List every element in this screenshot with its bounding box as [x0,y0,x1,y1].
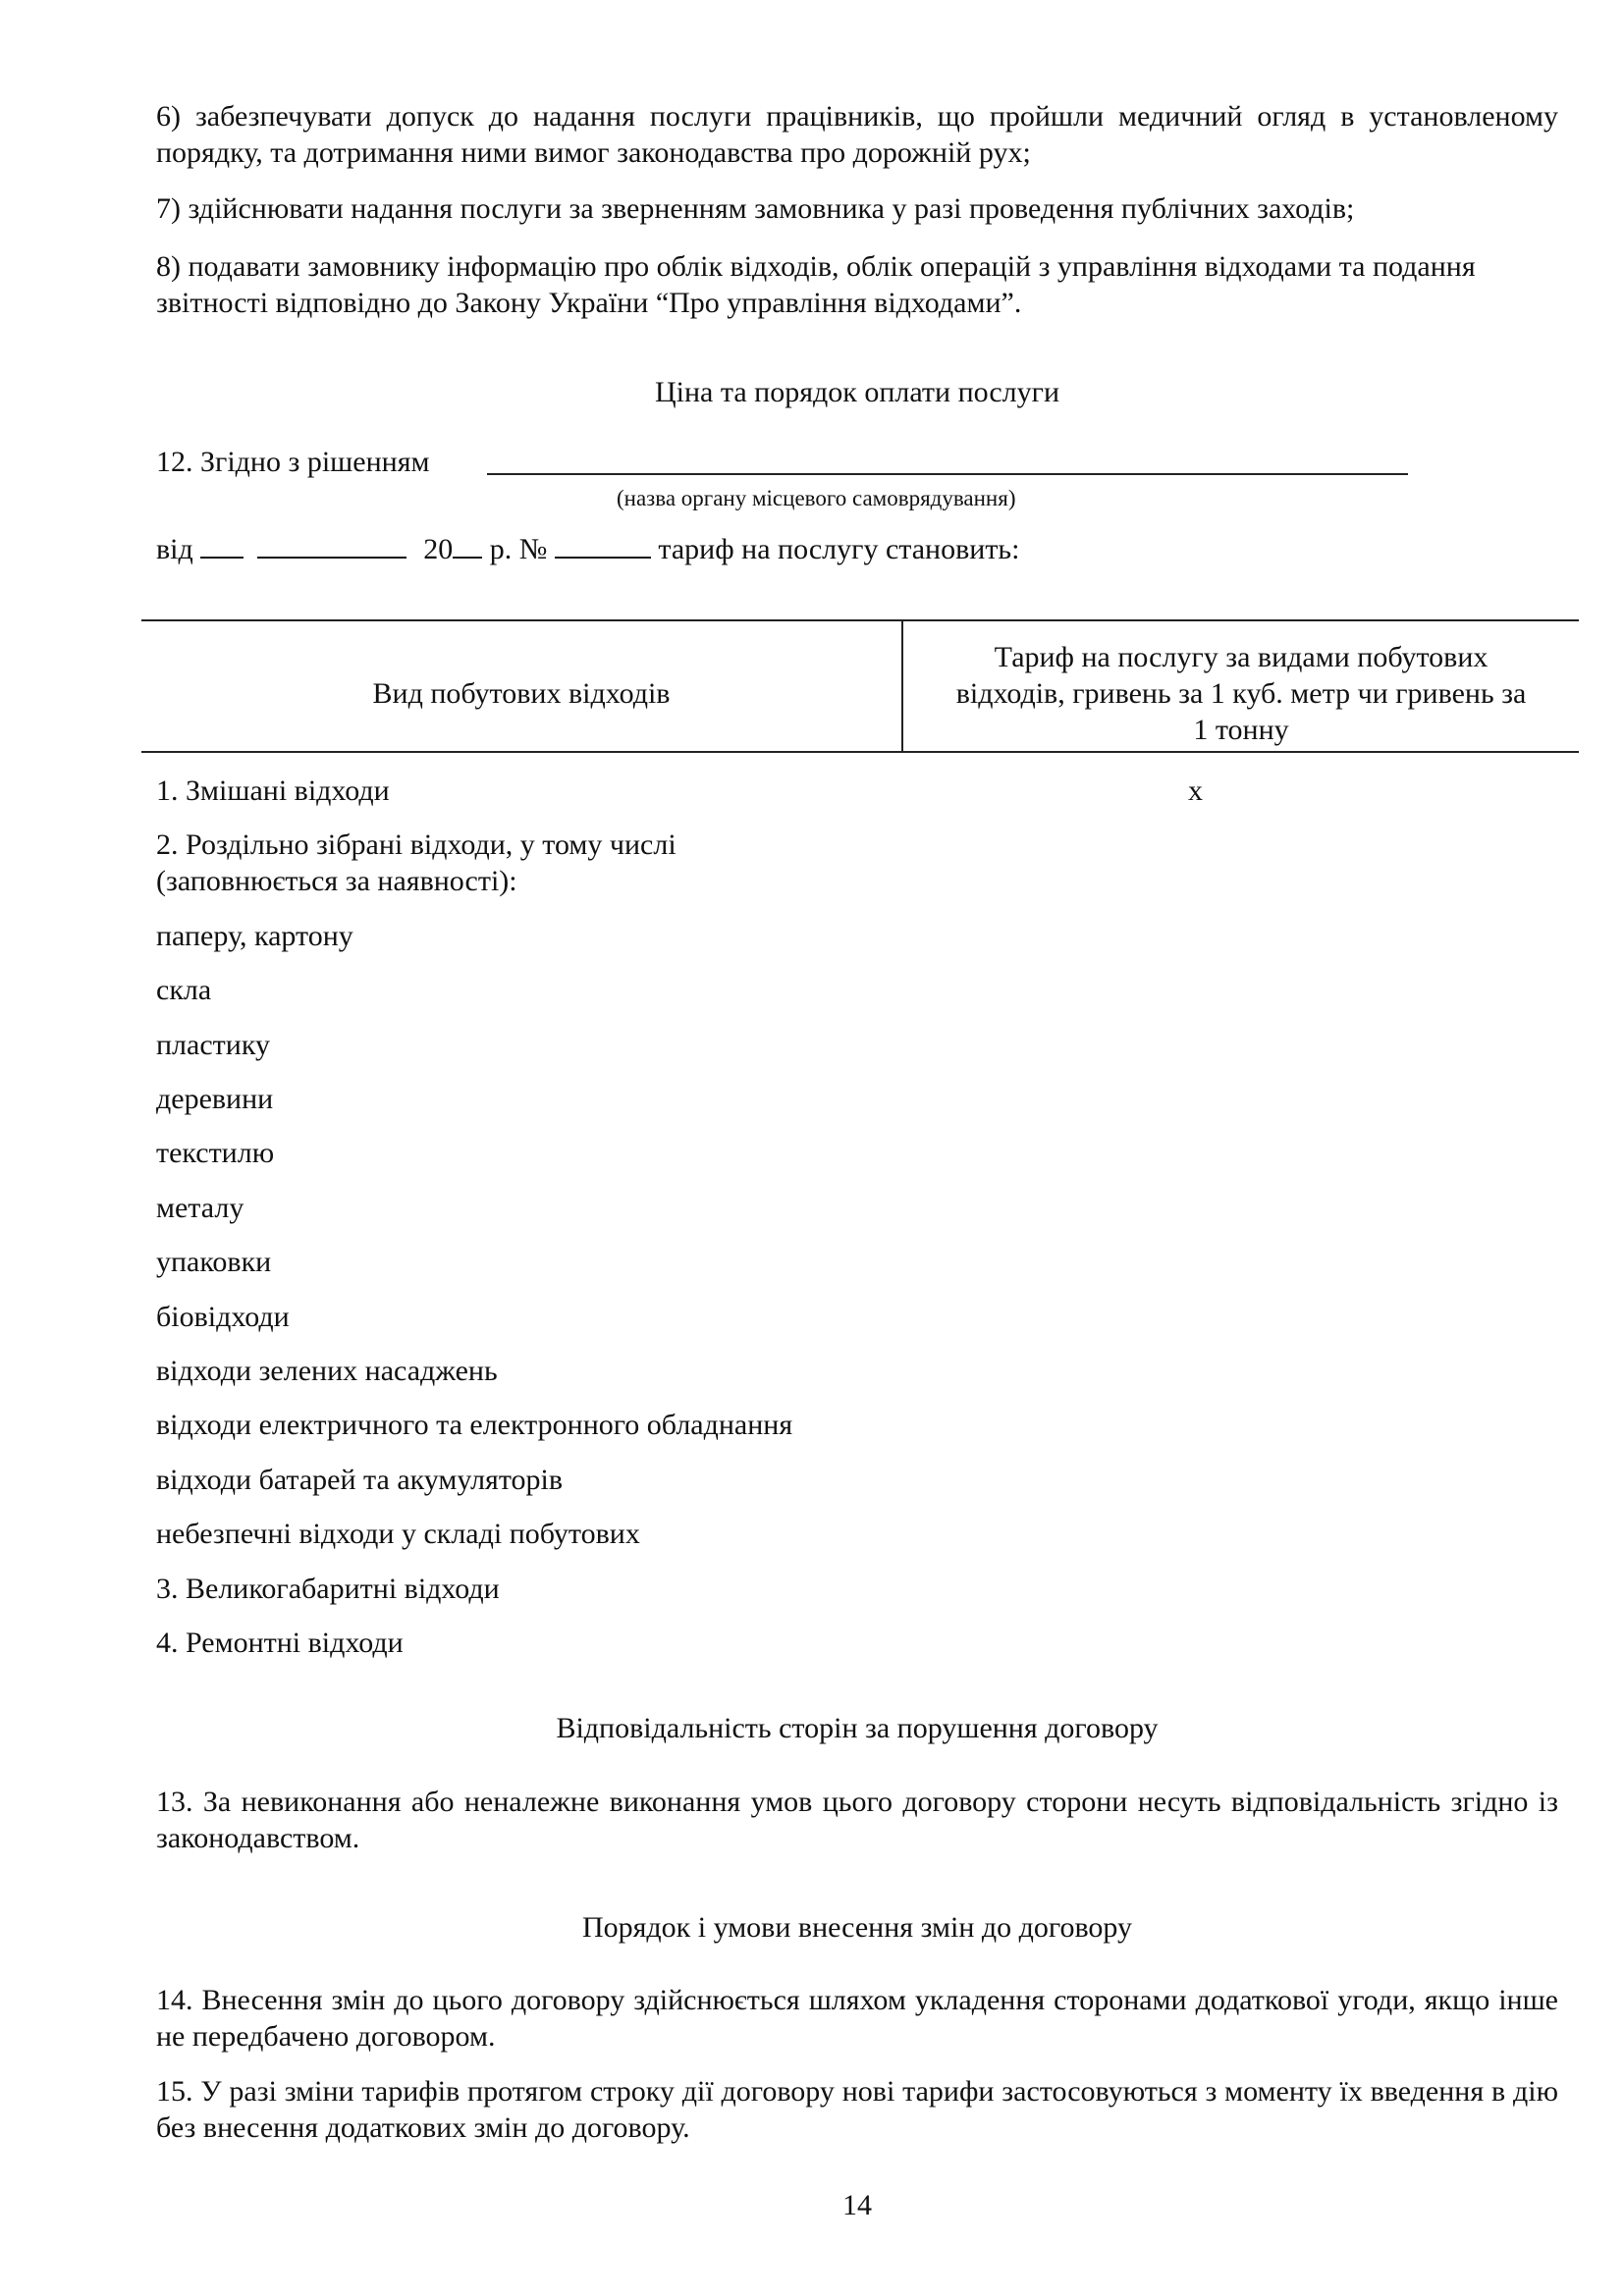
paragraph-6: 6) забезпечувати допуск до надання послуги працівників, що пройшли медичний огляд в установленому порядку, та дотримання ними вимог законодавства про дорожній рух; [156,100,1558,169]
table-header-tariff-line1: Тариф на послугу за видами побутових [994,641,1489,673]
table-header-bottom-border [141,751,1579,753]
paragraph-14: 14. Внесення змін до цього договору здійснюється шляхом укладення сторонами додаткової угоди, якщо інше не передбачено договором. [156,1984,1558,2053]
item-12-prefix: 12. Згідно з рішенням [156,446,430,478]
paragraph-15: 15. У разі зміни тарифів протягом строку дії договору нові тарифи застосовуються з моменту їх введення в дію без внесення додаткових змін до договору. [156,2075,1558,2144]
table-row-label: металу [156,1192,244,1224]
page-number: 14 [842,2189,872,2221]
year-blank [453,531,482,559]
paragraph-8: 8) подавати замовнику інформацію про облік відходів, облік операцій з управління відходами та подання звітності відповідно до Закону України “Про управління відходами”. [156,250,1476,319]
table-row-label: пластику [156,1029,270,1061]
table-top-border [141,619,1579,621]
authority-name-blank [487,473,1408,475]
year-prefix: 20 [423,533,454,565]
number-blank [555,531,651,559]
table-row-label: відходи батарей та акумуляторів [156,1464,564,1496]
table-row-label: 2. Роздільно зібрані відходи, у тому числі [156,828,677,861]
authority-caption: (назва органу місцевого самоврядування) [617,486,1016,510]
table-row-label-note: (заповнюється за наявності): [156,865,517,897]
date-line [156,531,1019,568]
section-heading-liability: Відповідальність сторін за порушення договору [556,1712,1159,1744]
table-header-tariff-line2: відходів, гривень за 1 куб. метр чи гривень за [955,677,1527,710]
table-row-label: паперу, картону [156,920,353,952]
table-row-label: небезпечні відходи у складі побутових [156,1518,640,1550]
table-row-label: 3. Великогабаритні відходи [156,1573,500,1605]
paragraph-13: 13. За невиконання або неналежне виконання умов цього договору сторони несуть відповідальність згідно із законодавством. [156,1786,1558,1854]
date-suffix: тариф на послугу становить: [658,533,1020,565]
month-blank [257,531,406,559]
section-heading-price: Ціна та порядок оплати послуги [654,376,1060,408]
table-row-label: скла [156,974,212,1006]
table-row-value: х [1188,774,1203,807]
table-row-label: біовідходи [156,1301,290,1333]
table-row-label: текстилю [156,1137,275,1169]
section-heading-changes: Порядок і умови внесення змін до договору [581,1911,1133,1944]
table-row-label: деревини [156,1083,274,1115]
table-row-label: 1. Змішані відходи [156,774,390,807]
number-label: р. № [489,533,548,565]
table-row-label: відходи електричного та електронного обладнання [156,1409,793,1441]
day-blank [200,531,244,559]
table-row-label: відходи зелених насаджень [156,1355,498,1387]
table-header-waste-type: Вид побутових відходів [372,677,671,710]
date-from-label: від [156,533,193,565]
table-row-label: 4. Ремонтні відходи [156,1627,404,1659]
table-row-label: упаковки [156,1246,272,1278]
paragraph-7: 7) здійснювати надання послуги за зверненням замовника у разі проведення публічних заходів; [156,192,1355,225]
table-header-tariff-line3: 1 тонну [1193,714,1289,746]
